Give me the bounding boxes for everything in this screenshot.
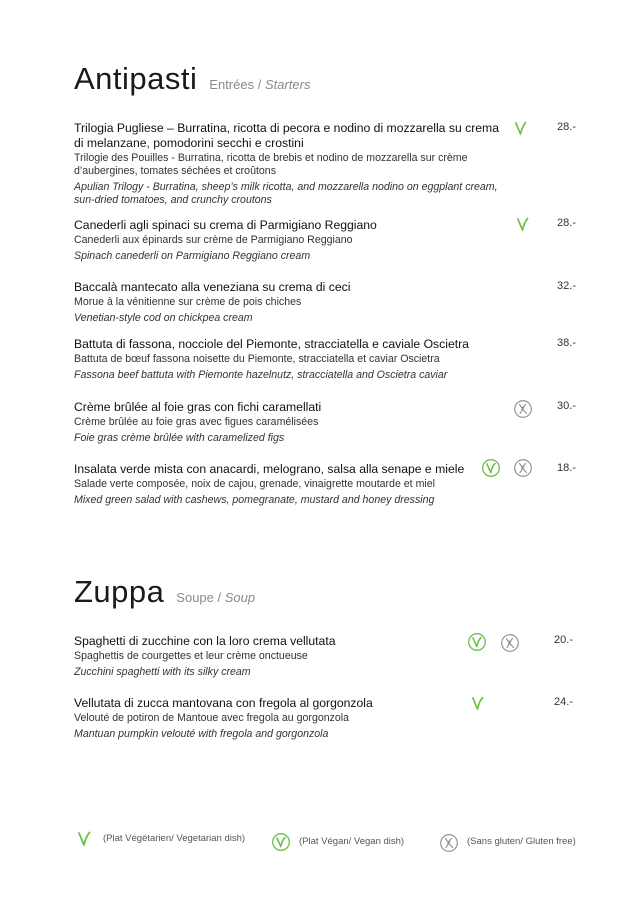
item-name-it: Trilogia Pugliese – Burratina, ricotta di pecora e nodino di mozzarella su crema di melanzane, pomodorini secchi e crostini xyxy=(74,121,499,150)
zuppa-title-main: Zuppa xyxy=(74,574,165,609)
menu-item xyxy=(74,696,504,741)
antipasti-subtitle-fr: Entrées / xyxy=(209,77,265,92)
antipasti-subtitle-en: Starters xyxy=(264,77,311,92)
item-name-en: Mantuan pumpkin velouté with fregola and gorgonzola xyxy=(74,728,329,740)
legend-gluten-free-text: (Sans gluten/ Gluten free) xyxy=(467,836,576,847)
menu-item xyxy=(74,337,504,382)
item-name-fr: Velouté de potiron de Mantoue avec fregola au gorgonzola xyxy=(74,712,350,724)
zuppa-subtitle xyxy=(176,590,255,605)
zuppa-title xyxy=(74,573,255,610)
item-name-fr: Trilogie des Pouilles - Burratina, ricotta de brebis et nodino de mozzarella sur crème d’aubergines, tomates séchées et croûtons xyxy=(74,152,468,177)
item-name-fr: Crème brûlée au foie gras avec figues caramélisées xyxy=(74,416,319,428)
item-name-it: Baccalà mantecato alla veneziana su crema di ceci xyxy=(74,280,351,294)
vegetarian-icon xyxy=(471,696,484,711)
item-name-en: Foie gras crème brûlée with caramelized figs xyxy=(74,432,285,444)
menu-item xyxy=(74,400,504,445)
menu-item xyxy=(74,218,504,263)
item-name-fr: Battuta de bœuf fassona noisette du Piemonte, stracciatella et caviar Oscietra xyxy=(74,353,440,365)
item-name-fr: Canederli aux épinards sur crème de Parmigiano Reggiano xyxy=(74,234,353,246)
item-price: 20.- xyxy=(554,634,573,646)
vegetarian-icon xyxy=(516,217,529,232)
legend-vegetarian-icon xyxy=(77,831,91,847)
item-name-fr: Spaghettis de courgettes et leur crème onctueuse xyxy=(74,650,308,662)
item-name-en: Fassona beef battuta with Piemonte hazelnutz, stracciatella and Oscietra caviar xyxy=(74,369,448,381)
legend-vegan-text: (Plat Végan/ Vegan dish) xyxy=(299,836,405,847)
item-name-en: Apulian Trilogy - Burratina, sheep’s milk ricotta, and mozzarella nodino on eggplant cream, sun-dried tomatoes, and crunchy croutons xyxy=(74,181,498,206)
item-price: 30.- xyxy=(557,400,576,412)
legend-vegetarian-text: (Plat Végétarien/ Vegetarian dish) xyxy=(103,833,246,844)
antipasti-subtitle xyxy=(209,77,310,92)
legend-gluten-free-icon xyxy=(439,833,459,853)
item-price: 28.- xyxy=(557,121,576,133)
item-name-it: Crème brûlée al foie gras con fichi caramellati xyxy=(74,400,322,414)
item-price: 24.- xyxy=(554,696,573,708)
item-price: 18.- xyxy=(557,462,576,474)
item-name-it: Battuta di fassona, nocciole del Piemonte, stracciatella e caviale Oscietra xyxy=(74,337,469,351)
item-price: 38.- xyxy=(557,337,576,349)
vegetarian-icon xyxy=(514,121,527,136)
item-name-en: Zucchini spaghetti with its silky cream xyxy=(74,666,251,678)
item-name-en: Mixed green salad with cashews, pomegranate, mustard and honey dressing xyxy=(74,494,435,506)
item-name-fr: Salade verte composée, noix de cajou, grenade, vinaigrette moutarde et miel xyxy=(74,478,435,490)
gluten-free-icon xyxy=(513,399,533,419)
item-name-it: Vellutata di zucca mantovana con fregola al gorgonzola xyxy=(74,696,373,710)
item-price: 28.- xyxy=(557,217,576,229)
item-name-it: Spaghetti di zucchine con la loro crema vellutata xyxy=(74,634,336,648)
legend-vegan-icon xyxy=(271,832,291,852)
zuppa-subtitle-fr: Soupe / xyxy=(176,590,225,605)
item-name-it: Canederli agli spinaci su crema di Parmigiano Reggiano xyxy=(74,218,377,232)
menu-item xyxy=(74,280,504,325)
menu-item xyxy=(74,634,504,679)
vegan-icon xyxy=(467,632,487,652)
vegan-icon xyxy=(481,458,501,478)
gluten-free-icon xyxy=(500,633,520,653)
item-price: 32.- xyxy=(557,280,576,292)
menu-item xyxy=(74,462,504,507)
menu-item xyxy=(74,121,504,207)
item-name-en: Spinach canederli on Parmigiano Reggiano cream xyxy=(74,250,311,262)
antipasti-title-main: Antipasti xyxy=(74,61,198,96)
zuppa-subtitle-en: Soup xyxy=(224,590,256,605)
item-name-it: Insalata verde mista con anacardi, melograno, salsa alla senape e miele xyxy=(74,462,465,476)
antipasti-title xyxy=(74,60,310,97)
item-name-en: Venetian-style cod on chickpea cream xyxy=(74,312,253,324)
gluten-free-icon xyxy=(513,458,533,478)
item-name-fr: Morue à la vénitienne sur crème de pois chiches xyxy=(74,296,302,308)
